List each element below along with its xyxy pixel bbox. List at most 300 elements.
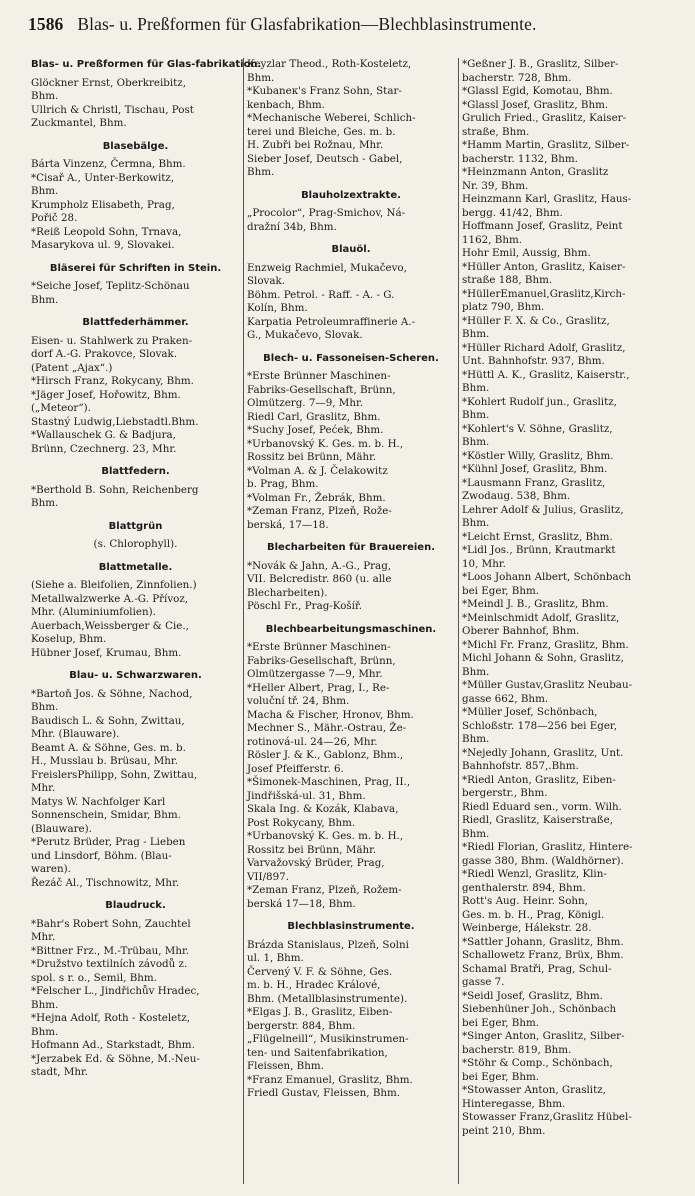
page-number: 1586	[28, 14, 64, 34]
directory-entry	[31, 593, 240, 620]
section-heading	[247, 243, 455, 257]
directory-entry	[462, 841, 670, 868]
entry-line: Řezáč Al., Tischnowitz, Mhr.	[31, 876, 180, 889]
entry-line: Stowasser Franz,Graslitz Hübel-	[462, 1111, 632, 1123]
section-heading	[247, 541, 455, 555]
directory-entry	[247, 682, 455, 709]
directory-entry	[462, 612, 670, 639]
entry-line: Blauholzextrakte.	[301, 189, 401, 201]
entry-line: Mhr. (Blauware).	[31, 728, 120, 740]
entry-line: *Kohlert's V. Söhne, Graslitz,	[462, 422, 613, 435]
directory-entry	[31, 647, 240, 661]
entry-line: Keyzlar Theod., Roth-Kosteletz,	[247, 58, 412, 70]
entry-line: Ullrich & Christl, Tischau, Post	[31, 103, 194, 116]
entry-line: Friedl Gustav, Fleissen, Bhm.	[247, 1087, 401, 1099]
section-heading	[31, 58, 262, 72]
entry-line: Blau- u. Schwarzwaren.	[69, 670, 202, 681]
entry-line: Hoffmann Josef, Graslitz, Peint	[462, 220, 623, 232]
entry-line: Michl Johann & Sohn, Graslitz,	[462, 652, 624, 664]
entry-line: 10, Mhr.	[462, 557, 506, 570]
directory-entry	[462, 85, 670, 99]
section-heading	[247, 189, 455, 203]
entry-line: *Hüller Anton, Graslitz, Kaiser-	[462, 260, 626, 273]
section-note	[31, 538, 240, 552]
entry-line: *Geßner J. B., Graslitz, Silber-	[462, 58, 619, 70]
entry-line: ten- und Saitenfabrikation,	[247, 1046, 388, 1059]
entry-line: stadt, Mhr.	[31, 1066, 89, 1078]
entry-line: Bhm. (Metallblasinstrumente).	[247, 992, 408, 1005]
entry-line: Heinzmann Karl, Graslitz, Haus-	[462, 193, 632, 205]
directory-entry	[462, 936, 670, 950]
directory-entry	[31, 836, 240, 877]
entry-line: *Suchy Josef, Pećek, Bhm.	[247, 424, 384, 436]
entry-line: *Nejedly Johann, Graslitz, Unt.	[462, 746, 624, 759]
entry-line: *Jerzabek Ed. & Söhne, M.-Neu-	[31, 1052, 200, 1065]
directory-entry	[247, 830, 455, 857]
directory-entry	[31, 335, 240, 376]
entry-line: Fabriks-Gesellschaft, Brünn,	[247, 383, 396, 396]
directory-entry	[462, 1084, 670, 1111]
entry-line: straße 188, Bhm.	[462, 274, 553, 286]
entry-line: Weinberge, Hálekstr. 28.	[462, 922, 592, 934]
entry-line: Bhm.	[31, 185, 59, 197]
entry-line: Zwodaug. 538, Bhm.	[462, 490, 571, 502]
entry-line: Bhm.	[31, 701, 59, 713]
entry-line: Grulich Fried., Graslitz, Kaiser-	[462, 112, 627, 124]
entry-line: Blattmetalle.	[98, 561, 173, 573]
section-heading	[31, 669, 240, 683]
entry-line: Mhr.	[31, 782, 56, 794]
entry-line: *Köstler Willy, Graslitz, Bhm.	[462, 449, 614, 462]
entry-line: Brázda Stanislaus, Plzeň, Solni	[247, 938, 409, 951]
directory-entry	[462, 571, 670, 598]
entry-line: Bhm.	[247, 166, 275, 178]
directory-entry	[31, 985, 240, 1012]
directory-entry	[462, 423, 670, 450]
entry-line: Varvažovský Brüder, Prag,	[247, 857, 385, 869]
entry-line: *Hüller F. X. & Co., Graslitz,	[462, 314, 610, 327]
entry-line: *Mechanische Weberei, Schlich-	[247, 112, 416, 124]
entry-line: *Družstvo textilních závodů z.	[31, 958, 188, 970]
entry-line: Bhm.	[462, 409, 490, 421]
entry-line: Bhm.	[462, 665, 490, 678]
entry-line: Hinteregasse, Bhm.	[462, 1097, 566, 1110]
directory-entry	[462, 342, 670, 369]
directory-entry	[247, 776, 455, 803]
directory-entry	[247, 492, 455, 506]
directory-entry	[31, 945, 240, 959]
directory-entry	[31, 796, 240, 837]
directory-entry	[462, 1111, 670, 1138]
entry-line: berská, 17—18.	[247, 518, 329, 531]
entry-line: *Zeman Franz, Plzeň, Rožem-	[247, 884, 402, 896]
directory-entry	[247, 560, 455, 601]
entry-line: *Hüller Richard Adolf, Graslitz,	[462, 341, 626, 354]
directory-entry	[462, 990, 670, 1004]
directory-entry	[462, 463, 670, 477]
entry-line: Josef Pfeifferstr. 6.	[247, 762, 344, 775]
directory-entry	[247, 153, 455, 180]
entry-line: bergg. 41/42, Bhm.	[462, 206, 563, 219]
entry-line: Bhm.	[31, 1025, 59, 1038]
directory-entry	[247, 262, 455, 289]
directory-entry	[462, 963, 670, 990]
directory-entry	[247, 803, 455, 830]
entry-line: Bläserei für Schriften in Stein.	[49, 262, 222, 274]
entry-line: *Felscher L., Jindřichův Hradec,	[31, 985, 200, 997]
entry-line: Baudisch L. & Sohn, Zwittau,	[31, 714, 185, 727]
entry-line: Blechbearbeitungsmaschinen.	[265, 623, 437, 635]
entry-line: *Lausmann Franz, Graslitz,	[462, 476, 606, 489]
entry-line: *Elgas J. B., Graslitz, Eiben-	[247, 1006, 393, 1018]
directory-entry	[31, 958, 240, 985]
entry-line: *Volman A. & J. Čelakowitz	[247, 464, 388, 477]
entry-line: *Cisař A., Unter-Berkowitz,	[31, 171, 175, 184]
entry-line: Post Rokycany, Bhm.	[247, 816, 356, 829]
entry-line: *HüllerEmanuel,Graslitz,Kirch-	[462, 287, 626, 300]
entry-line: G., Mukačevo, Slovak.	[247, 329, 363, 341]
entry-line: Zuckmantel, Bhm.	[31, 117, 127, 129]
entry-line: *Heller Albert, Prag, I., Re-	[247, 681, 390, 694]
entry-line: dorf A.-G. Prakovce, Slovak.	[31, 348, 178, 360]
directory-entry	[462, 99, 670, 113]
entry-line: Bhm.	[462, 517, 490, 529]
entry-line: *Erste Brünner Maschinen-	[247, 370, 391, 382]
directory-entry	[31, 280, 240, 307]
entry-line: Blechblasinstrumente.	[287, 921, 415, 932]
entry-line: Stastný Ludwig,Liebstadtl.Bhm.	[31, 415, 199, 428]
entry-line: Blaudruck.	[105, 900, 166, 911]
section-heading	[247, 352, 455, 366]
entry-line: *Hirsch Franz, Rokycany, Bhm.	[31, 375, 194, 387]
entry-line: Bhm.	[462, 827, 490, 840]
directory-entry	[247, 411, 455, 425]
entry-line: Schallowetz Franz, Brüx, Bhm.	[462, 949, 624, 961]
entry-line: *Sattler Johann, Graslitz, Bhm.	[462, 935, 624, 948]
section-heading	[247, 623, 455, 637]
column-middle	[243, 58, 458, 1184]
entry-line: Mhr.	[31, 931, 56, 943]
directory-entry	[31, 579, 240, 593]
directory-entry	[462, 1003, 670, 1030]
entry-line: m. b. H., Hradec Králové,	[247, 979, 381, 991]
directory-entry	[31, 104, 240, 131]
directory-entry	[462, 112, 670, 139]
section-heading	[31, 561, 240, 575]
entry-line: *Erste Brünner Maschinen-	[247, 641, 391, 653]
entry-line: Bhm.	[247, 71, 275, 84]
directory-entry	[462, 1030, 670, 1057]
entry-line: *Seidl Josef, Graslitz, Bhm.	[462, 989, 603, 1002]
entry-line: Karpatia Petroleumraffinerie A.-	[247, 315, 416, 328]
directory-entry	[247, 85, 455, 112]
entry-line: *Seiche Josef, Teplitz-Schönau	[31, 280, 190, 292]
entry-line: *Hüttl A. K., Graslitz, Kaiserstr.,	[462, 368, 630, 381]
directory-entry	[462, 706, 670, 747]
entry-line: Jindřišská-ul. 31, Bhm.	[247, 789, 366, 802]
directory-entry	[462, 450, 670, 464]
directory-entry	[462, 949, 670, 963]
entry-line: Blattfederhämmer.	[82, 317, 189, 328]
entry-line: Olmützerg. 7—9, Mhr.	[247, 397, 364, 409]
directory-entry	[462, 139, 670, 166]
directory-entry	[462, 396, 670, 423]
entry-line: Koselup, Bhm.	[31, 633, 107, 645]
entry-line: platz 790, Bhm.	[462, 301, 545, 313]
directory-entry	[31, 688, 240, 715]
entry-line: *Hejna Adolf, Roth - Kosteletz,	[31, 1012, 191, 1024]
directory-entry	[462, 652, 670, 679]
entry-line: bei Eger, Bhm.	[462, 584, 540, 597]
directory-entry	[31, 877, 240, 891]
entry-line: bacherstr. 1132, Bhm.	[462, 152, 578, 165]
entry-line: Riedl Eduard sen., vorm. Wilh.	[462, 800, 622, 813]
entry-line: *Hamm Martin, Graslitz, Silber-	[462, 139, 630, 151]
entry-line: Bhm.	[462, 436, 490, 448]
directory-entry	[247, 58, 455, 85]
entry-line: („Meteor“).	[31, 402, 91, 414]
directory-entry	[462, 369, 670, 396]
directory-entry	[31, 416, 240, 430]
entry-line: VII/897.	[247, 870, 289, 883]
directory-entry	[462, 261, 670, 288]
page-title: Blas- u. Preßformen für Glasfabrikation—Blechblasinstrumente.	[77, 14, 537, 34]
entry-line: Bhm.	[31, 293, 59, 306]
entry-line: Hübner Josef, Krumau, Bhm.	[31, 646, 182, 659]
directory-entry	[462, 58, 670, 85]
section-heading	[31, 140, 240, 154]
entry-line: Bhm.	[462, 328, 490, 340]
directory-entry	[31, 769, 240, 796]
section-heading	[31, 262, 240, 276]
entry-line: Bahnhofstr. 857,.Bhm.	[462, 760, 579, 772]
entry-line: Kolín, Bhm.	[247, 302, 308, 314]
entry-line: b. Prag, Bhm.	[247, 478, 319, 490]
directory-entry	[247, 505, 455, 532]
directory-entry	[247, 641, 455, 682]
entry-line: *Kohlert Rudolf jun., Graslitz,	[462, 395, 617, 408]
entry-line: genthalerstr. 894, Bhm.	[462, 881, 586, 894]
directory-entry	[247, 1033, 455, 1074]
directory-entry	[462, 544, 670, 571]
directory-entry	[247, 1087, 455, 1101]
directory-entry	[247, 884, 455, 911]
entry-line: Sieber Josef, Deutsch - Gabel,	[247, 152, 403, 165]
entry-line: Červený V. F. & Söhne, Ges.	[247, 965, 393, 978]
entry-line: *Franz Emanuel, Graslitz, Bhm.	[247, 1073, 413, 1086]
directory-entry	[247, 600, 455, 614]
entry-line: Masarykova ul. 9, Slovakei.	[31, 239, 175, 251]
directory-entry	[31, 389, 240, 416]
directory-entry	[247, 316, 455, 343]
entry-line: *Leicht Ernst, Graslitz, Bhm.	[462, 530, 613, 543]
directory-entry	[462, 747, 670, 774]
entry-line: Bhm.	[31, 497, 59, 509]
entry-line: Pöschl Fr., Prag-Košíř.	[247, 600, 363, 612]
directory-entry	[462, 220, 670, 247]
entry-line: *Stöhr & Comp., Schönbach,	[462, 1057, 613, 1069]
entry-line: bei Eger, Bhm.	[462, 1016, 540, 1029]
entry-line: kenbach, Bhm.	[247, 98, 325, 111]
entry-line: *Lidl Jos., Brünn, Krautmarkt	[462, 544, 616, 556]
directory-entry	[462, 868, 670, 895]
directory-entry	[247, 207, 455, 234]
directory-entry	[247, 438, 455, 465]
entry-line: *Bartoň Jos. & Söhne, Nachod,	[31, 687, 193, 700]
directory-entry	[247, 289, 455, 316]
entry-line: und Linsdorf, Böhm. (Blau-	[31, 849, 172, 862]
entry-line: Lehrer Adolf & Julius, Graslitz,	[462, 503, 624, 516]
directory-entry	[462, 679, 670, 706]
directory-entry	[31, 226, 240, 253]
entry-line: bergerstr. 884, Bhm.	[247, 1019, 356, 1032]
entry-line: Bhm.	[462, 382, 490, 394]
entry-line: Rott's Aug. Heinr. Sohn,	[462, 895, 588, 907]
entry-line: *Reiß Leopold Sohn, Trnava,	[31, 225, 182, 238]
directory-entry	[247, 966, 455, 1007]
directory-entry	[247, 465, 455, 492]
entry-line: *Stowasser Anton, Graslitz,	[462, 1084, 606, 1096]
directory-entry	[31, 1039, 240, 1053]
entry-line: Rossitz bei Brünn, Mähr.	[247, 843, 377, 856]
directory-entry	[462, 247, 670, 261]
directory-entry	[31, 199, 240, 226]
entry-line: Bhm.	[31, 998, 59, 1011]
entry-line: *Meindl J. B., Graslitz, Bhm.	[462, 598, 609, 610]
entry-line: Blattgrün	[108, 520, 163, 532]
directory-entry	[462, 774, 670, 801]
directory-entry	[462, 193, 670, 220]
section-heading	[31, 520, 240, 534]
entry-line: *Berthold B. Sohn, Reichenberg	[31, 483, 199, 496]
section-heading	[31, 465, 240, 479]
directory-entry	[462, 315, 670, 342]
entry-line: terei und Bleiche, Ges. m. b.	[247, 125, 396, 138]
entry-line: Blattfedern.	[101, 466, 170, 477]
entry-line: Beamt A. & Söhne, Ges. m. b.	[31, 741, 186, 754]
entry-line: Eisen- u. Stahlwerk zu Praken-	[31, 334, 193, 347]
entry-line: (Patent „Ajax“.)	[31, 361, 113, 374]
entry-line: Macha & Fischer, Hronov, Bhm.	[247, 708, 414, 721]
entry-line: Nr. 39, Bhm.	[462, 179, 529, 192]
entry-line: *Singer Anton, Graslitz, Silber-	[462, 1030, 625, 1042]
entry-line: *Šimonek-Maschinen, Prag, II.,	[247, 776, 411, 788]
directory-entry	[31, 77, 240, 104]
entry-line: *Müller Gustav,Graslitz Neubau-	[462, 679, 633, 691]
entry-line: Unt. Bahnhofstr. 937, Bhm.	[462, 355, 605, 367]
directory-entry	[247, 370, 455, 411]
entry-line: Pořič 28.	[31, 212, 78, 224]
entry-line: berská 17—18, Bhm.	[247, 897, 356, 910]
section-heading	[31, 899, 240, 913]
column-right	[458, 58, 673, 1184]
entry-line: Slovak.	[247, 275, 286, 287]
entry-line: VII. Belcredistr. 860 (u. alle	[247, 573, 392, 585]
entry-line: *Loos Johann Albert, Schönbach	[462, 571, 632, 583]
entry-line: Auerbach,Weissberger & Cie.,	[31, 619, 189, 632]
entry-line: spol. s r. o., Semil, Bhm.	[31, 971, 157, 984]
directory-entry	[462, 477, 670, 504]
entry-line: Mechner S., Mähr.-Ostrau, Že-	[247, 722, 407, 734]
entry-line: Blasebälge.	[102, 140, 169, 152]
entry-line: Ges. m. b. H., Prag, Königl.	[462, 908, 605, 921]
entry-line: *Glassl Egid, Komotau, Bhm.	[462, 85, 613, 97]
entry-line: bergerstr., Bhm.	[462, 787, 548, 799]
entry-line: dražní 34b, Bhm.	[247, 220, 337, 233]
entry-line: bacherstr. 819, Bhm.	[462, 1043, 572, 1056]
directory-entry	[31, 1012, 240, 1039]
entry-line: *Meinlschmidt Adolf, Graslitz,	[462, 611, 620, 624]
entry-line: Riedl, Graslitz, Kaiserstraße,	[462, 814, 613, 826]
directory-entry	[31, 375, 240, 389]
entry-line: *Urbanovský K. Ges. m. b. H.,	[247, 437, 404, 450]
entry-line: ul. 1, Bhm.	[247, 952, 304, 964]
directory-entry	[462, 895, 670, 936]
entry-line: gasse 380, Bhm. (Waldhörner).	[462, 854, 624, 867]
entry-line: Matys W. Nachfolger Karl	[31, 795, 166, 808]
directory-entry	[247, 722, 455, 749]
entry-line: Bárta Vinzenz, Čermna, Bhm.	[31, 158, 186, 170]
directory-entry	[247, 857, 455, 884]
entry-line: H. Zubři bei Rožnau, Mhr.	[247, 139, 384, 151]
entry-line: *Bahr's Robert Sohn, Zauchtel	[31, 917, 191, 930]
entry-line: Brünn, Czechnerg. 23, Mhr.	[31, 442, 177, 455]
entry-line: *Perutz Brüder, Prag - Lieben	[31, 836, 186, 848]
entry-line: Böhm. Petrol. - Raff. - A. - G.	[247, 288, 395, 301]
entry-line: Hohr Emil, Aussig, Bhm.	[462, 247, 591, 259]
directory-entry	[462, 801, 670, 842]
entry-line: Fabriks-Gesellschaft, Brünn,	[247, 654, 396, 667]
page-header	[28, 14, 673, 44]
entry-line: *Urbanovský K. Ges. m. b. H.,	[247, 830, 404, 842]
entry-line: Glöckner Ernst, Oberkreibitz,	[31, 76, 187, 89]
entry-line: straße, Bhm.	[462, 125, 530, 138]
entry-line: „Flügelneill“, Musikinstrumen-	[247, 1033, 409, 1045]
entry-line: Riedl Carl, Graslitz, Bhm.	[247, 410, 381, 423]
directory-entry	[247, 424, 455, 438]
entry-line: *Riedl Anton, Graslitz, Eiben-	[462, 773, 616, 786]
entry-line: Fleissen, Bhm.	[247, 1060, 324, 1072]
entry-line: 1162, Bhm.	[462, 233, 522, 246]
entry-line: waren).	[31, 863, 71, 875]
directory-entry	[247, 939, 455, 966]
entry-line: gasse 7.	[462, 976, 505, 988]
entry-line: Blecharbeiten).	[247, 586, 328, 599]
directory-entry	[247, 709, 455, 723]
directory-entry	[31, 742, 240, 769]
entry-line: Schloßstr. 178—256 bei Eger,	[462, 719, 617, 732]
entry-line: *Riedl Wenzl, Graslitz, Klin-	[462, 868, 607, 880]
entry-line: peint 210, Bhm.	[462, 1124, 546, 1137]
directory-entry	[247, 1074, 455, 1088]
entry-line: *Zeman Franz, Plzeň, Rože-	[247, 505, 392, 517]
entry-line: *Glassl Josef, Graslitz, Bhm.	[462, 98, 609, 111]
directory-entry	[247, 749, 455, 776]
directory-entry	[462, 639, 670, 653]
directory-entry	[31, 918, 240, 945]
directory-entry	[31, 429, 240, 456]
entry-line: bacherstr. 728, Bhm.	[462, 71, 572, 84]
entry-line: *Volman Fr., Žebrák, Bhm.	[247, 491, 386, 504]
entry-line: Blecharbeiten für Brauereien.	[266, 542, 436, 553]
entry-line: Skala Ing. & Kozák, Klabava,	[247, 803, 399, 815]
directory-entry	[247, 112, 455, 153]
directory-entry	[31, 158, 240, 172]
entry-line: *Bittner Frz., M.-Trübau, Mhr.	[31, 944, 190, 957]
entry-line: bei Eger, Bhm.	[462, 1070, 540, 1083]
entry-line: *Michl Fr. Franz, Graslitz, Bhm.	[462, 638, 629, 651]
entry-line: *Riedl Florian, Graslitz, Hintere-	[462, 841, 633, 853]
